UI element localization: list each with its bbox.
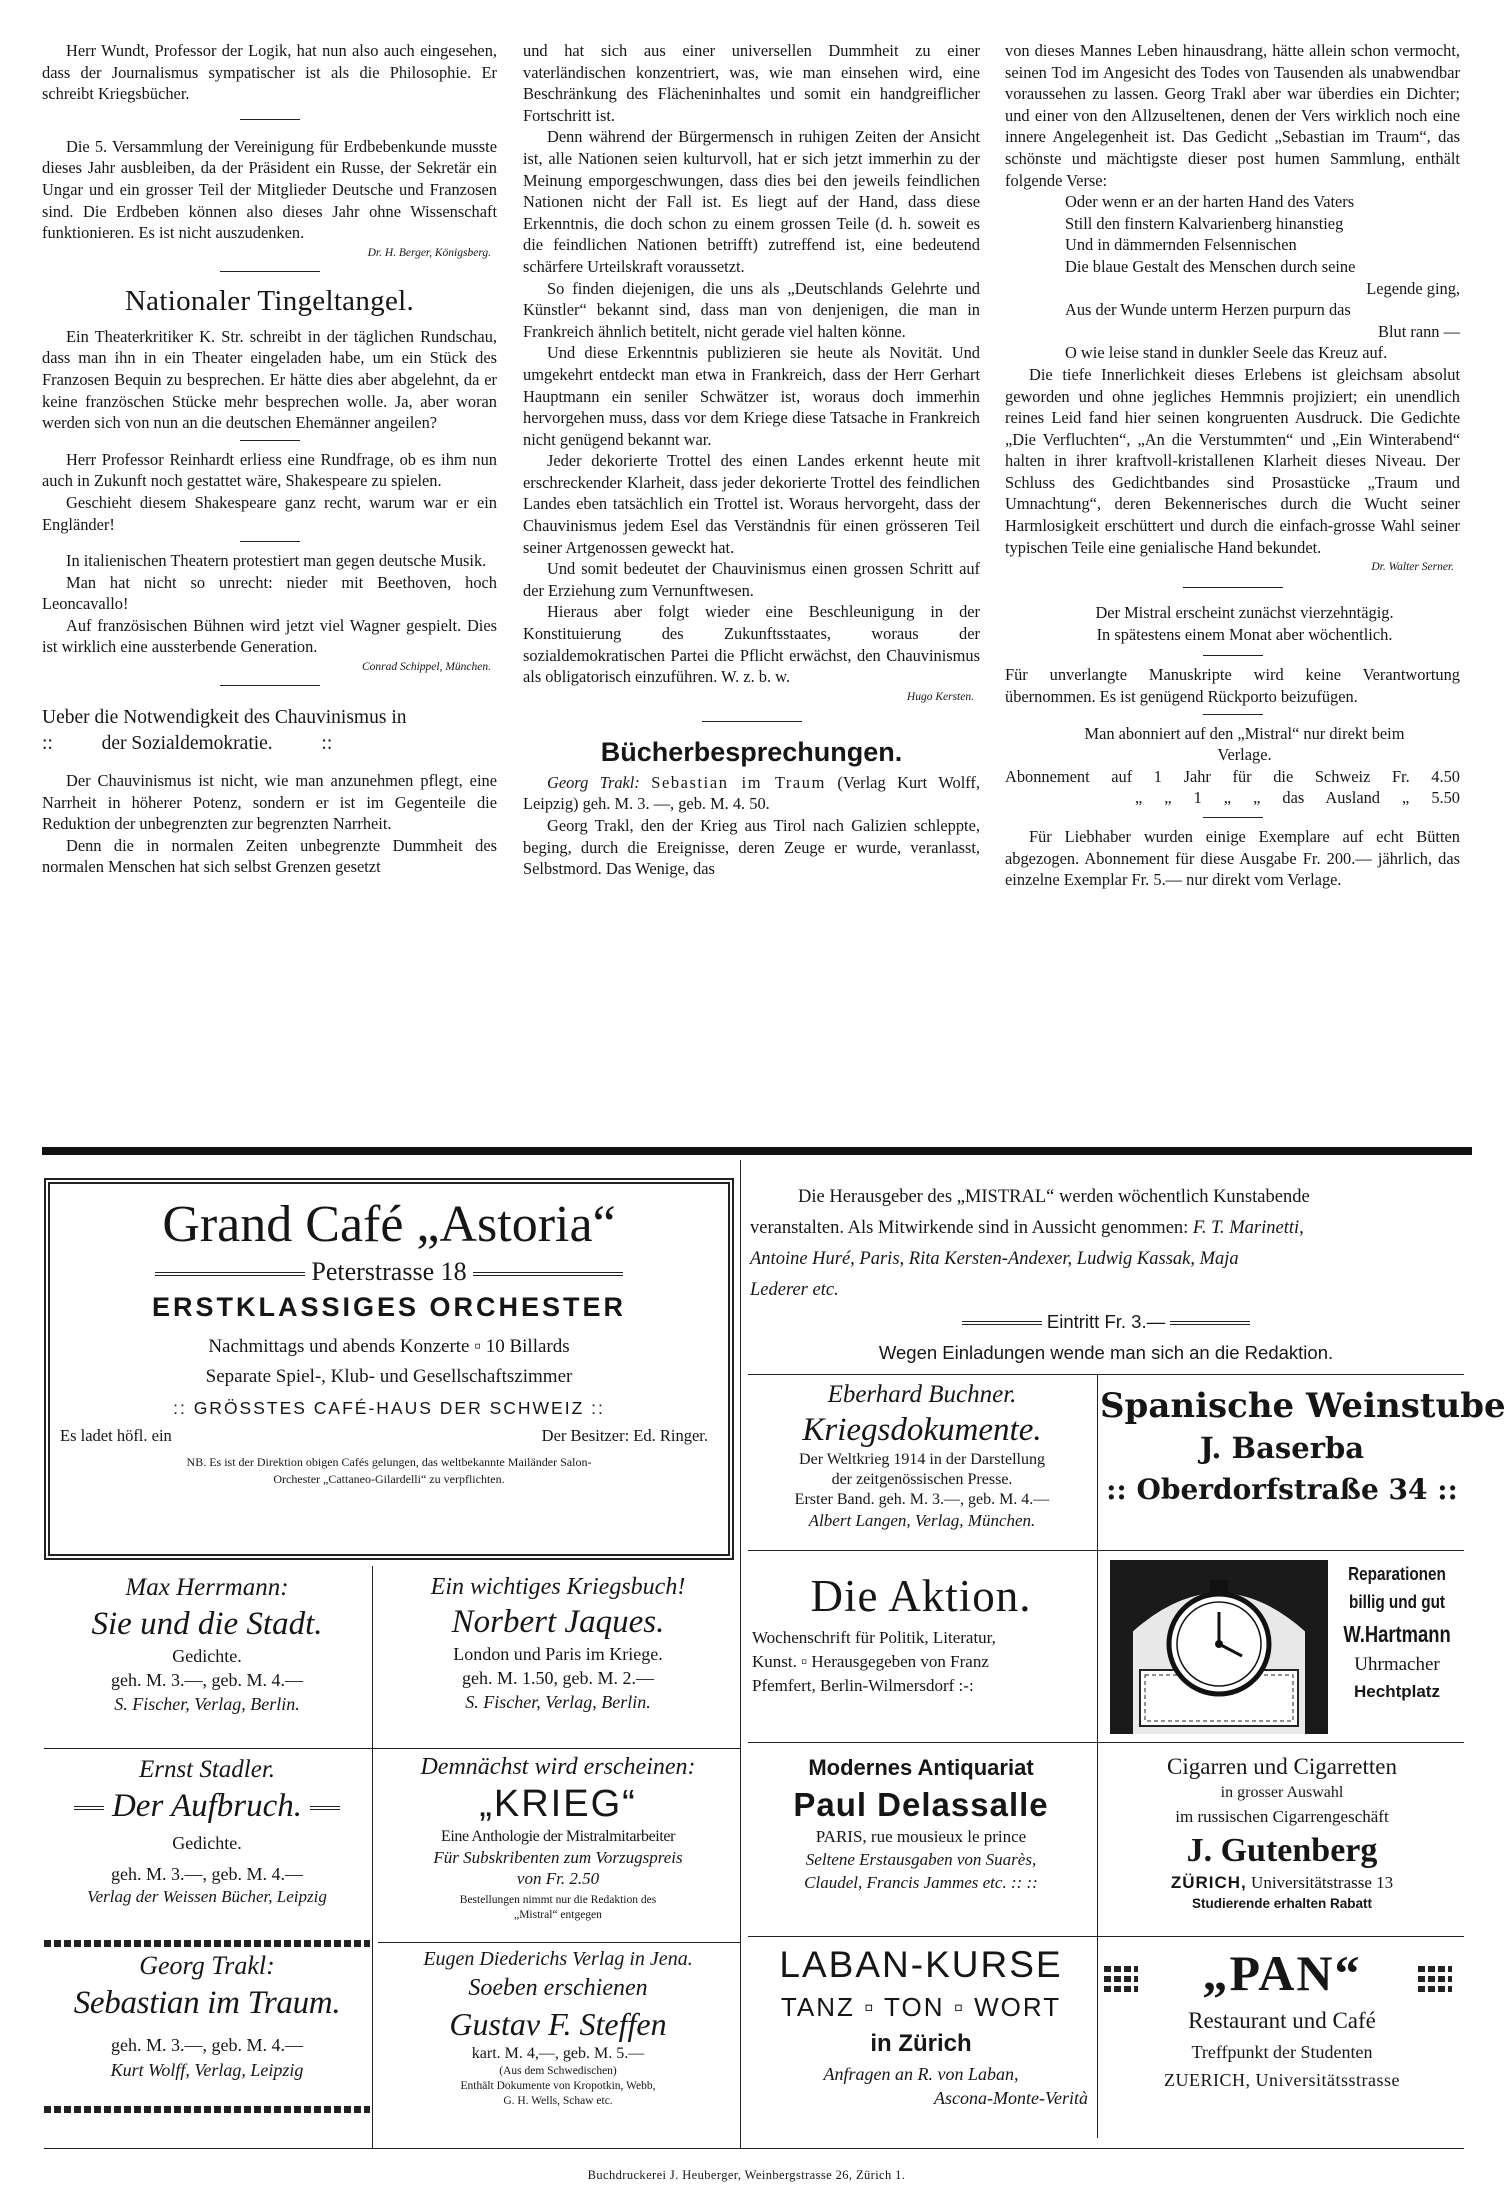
krieg-line-6: „Mistral“ entgegen	[514, 1909, 602, 1921]
verse-7: Blut rann —	[1378, 321, 1460, 341]
kunstabende-line-1: Die Herausgeber des „MISTRAL“ werden wöchentlich Kunstabende	[798, 1187, 1310, 1207]
krieg-line-5: Bestellungen nimmt nur die Redaktion des	[459, 1894, 657, 1906]
hartmann-line-5: Hechtplatz	[1354, 1682, 1440, 1701]
hartmann-line-1: Reparationen	[1348, 1564, 1446, 1584]
buchner-line-4: Albert Langen, Verlag, München.	[808, 1511, 1036, 1530]
aktion-line-1: Wochenschrift für Politik, Literatur,	[752, 1628, 996, 1647]
jaques-line-4: S. Fischer, Verlag, Berlin.	[465, 1692, 651, 1712]
steffen-line-3: kart. M. 4,—, geb. M. 5.—	[471, 2045, 645, 2062]
astoria-line-1: Nachmittags und abends Konzerte ▫ 10 Billards	[208, 1336, 570, 1357]
decorative-border	[1104, 1976, 1138, 1982]
heading-chauvinismus-1: Ueber die Notwendigkeit des Chauvinismus in	[42, 707, 407, 729]
trakl-title: Sebastian im Traum	[651, 772, 826, 792]
gutenberg-title: J. Gutenberg	[1186, 1832, 1378, 1869]
double-rule	[1170, 1321, 1250, 1325]
heading-buecherbesprechungen: Bücherbesprechungen.	[600, 736, 903, 767]
decorative-border	[1418, 1966, 1452, 1972]
ad-laban	[748, 1942, 1094, 2138]
astoria-line-4	[60, 1424, 718, 1448]
trakl-name: Georg Trakl:	[547, 772, 640, 792]
antiquariat-line-2: PARIS, rue mousieux le prince	[815, 1827, 1027, 1846]
verse-6: Aus der Wunde unterm Herzen purpurn das	[1065, 300, 1351, 320]
double-rule	[74, 1806, 104, 1810]
pan-line-3: ZUERICH, Universitätsstrasse	[1164, 2070, 1400, 2090]
antiquariat-line-1: Modernes Antiquariat	[808, 1755, 1034, 1780]
divider	[1203, 714, 1263, 715]
ad-krieg	[378, 1752, 738, 1936]
krieg-line-2: Eine Anthologie der Mistralmitarbeiter	[440, 1828, 676, 1845]
astoria-street-text: Peterstrasse 18	[311, 1257, 467, 1286]
stadler-title: Der Aufbruch.	[111, 1788, 303, 1824]
kunstabende-line-2	[750, 1213, 1462, 1244]
jaques-author: Norbert Jaques.	[451, 1604, 665, 1640]
astoria-line-3: :: GRÖSSTES CAFÉ-HAUS DER SCHWEIZ ::	[173, 1398, 605, 1418]
double-rule	[155, 1272, 305, 1276]
antiquariat-line-4: Claudel, Francis Jammes etc. :: ::	[804, 1873, 1038, 1892]
col3-paragraph-1: von dieses Mannes Leben hinausdrang, hätte allein schon vermocht, seinen Tod im Angesicht des Todes von Tausenden als unabwendbar voraussehen zu lassen. Georg Trakl aber war überdies ein Dichter; und einer von den Allzuseltenen, denen der Vers wirklich noch eine innere Angelegenheit ist. Das Gedicht „Sebastian im Traum“, das schönste und mächtigste dieser post humen Sammlung, enthält folgende Verse:	[1005, 41, 1460, 190]
decorative-border	[1104, 1966, 1138, 1972]
col2-paragraph-2: Denn während der Bürgermensch in ruhigen Zeiten der Ansicht ist, alle Nationen seien kulturvoll, hat er sich jetzt immerhin zu der Meinung emporgeschwungen, dass dies bei den jeweils feindlichen Nationen nicht der Fall ist. Es liegt auf der Hand, dass diese Erkenntnis, die doch schon zu einem grossen Teile (d. h. soweit es die feindlichen Nationen betrifft) zutreffend ist, eine bedeutend schärfere Urteilskraft voraussetzt.	[523, 127, 980, 276]
ad-buchner	[748, 1380, 1096, 1540]
trakl-review-body: Georg Trakl, den der Krieg aus Tirol nach Galizien schleppte, beging, durch die Ereignisse, deren Zeuge er wurde, veranlasst, Selbstmord. Das Wenige, das	[523, 816, 980, 879]
ad-hartmann	[1330, 1560, 1464, 1736]
notice-abonniert: Man abonniert auf den „Mistral“ nur direkt beim	[1084, 723, 1405, 743]
astoria-line-5: NB. Es ist der Direktion obigen Cafés gelungen, das weltbekannte Mailänder Salon-	[186, 1455, 592, 1469]
kunstabende-line-6: Wegen Einladungen wende man sich an die Redaktion.	[878, 1342, 1334, 1363]
grid-line	[1097, 1374, 1098, 2138]
jaques-line-3: geh. M. 1.50, geb. M. 2.—	[462, 1668, 654, 1688]
divider	[220, 271, 320, 272]
decorative-border	[1418, 1986, 1452, 1992]
buchner-line-1: Der Weltkrieg 1914 in der Darstellung	[799, 1451, 1045, 1468]
heading-tingeltangel: Nationaler Tingeltangel.	[124, 284, 415, 317]
steffen-title: Gustav F. Steffen	[449, 2006, 667, 2042]
buchner-author: Eberhard Buchner.	[827, 1381, 1017, 1408]
notice-manuskripte: Für unverlangte Manuskripte wird keine Verantwortung übernommen. Es ist genügend Rückporto beizufügen.	[1005, 665, 1460, 707]
aktion-line-3: Pfemfert, Berlin-Wilmersdorf :-:	[752, 1676, 974, 1695]
krieg-line-1: Demnächst wird erscheinen:	[420, 1754, 696, 1780]
aktion-title: Die Aktion.	[810, 1571, 1032, 1621]
stadler-title-row	[44, 1786, 370, 1826]
trakl-author: Georg Trakl:	[139, 1951, 275, 1980]
double-rule	[473, 1272, 623, 1276]
ad-herrmann	[44, 1572, 370, 1742]
divider	[702, 721, 802, 722]
verse-3: Und in dämmernden Felsennischen	[1065, 235, 1297, 255]
gutenberg-street: Universitätstrasse 13	[1251, 1873, 1394, 1892]
theaterkritiker-paragraph: Ein Theaterkritiker K. Str. schreibt in der täglichen Rundschau, dass man ihn in ein Theater eingeladen habe, um ein Stück des Franzosen Bequin zu besprechen. Er hätte dies aber abgelehnt, da er keine französchen Stücke mehr besprechen wolle. Ja, aber woran werden sich von nun an die deutschen Ehemänner angeilen?	[42, 326, 497, 433]
col2-paragraph-1: und hat sich aus einer universellen Dummheit zu einer vaterländischen konzentriert, was, wie man einsehen wird, eine Beschränkung des Flächeninhaltes und somit ein handgreiflicher Fortschritt ist.	[523, 41, 980, 125]
stadler-line-2: geh. M. 3.—, geb. M. 4.—	[111, 1864, 303, 1884]
herrmann-author: Max Herrmann:	[125, 1574, 289, 1601]
astoria-invite: Es ladet höfl. ein	[60, 1426, 172, 1445]
gutenberg-line-5: Studierende erhalten Rabatt	[1191, 1896, 1373, 1911]
steffen-line-5: Enthält Dokumente von Kropotkin, Webb,	[460, 2080, 656, 2092]
kunstabende-line-2a: veranstalten. Als Mitwirkende sind in Aussicht genommen:	[750, 1218, 1189, 1238]
kunstabende-line-3: Antoine Huré, Paris, Rita Kersten-Andexer, Ludwig Kassak, Maja	[750, 1249, 1239, 1269]
shakespeare-paragraph: Geschieht diesem Shakespeare ganz recht, warum war er ein Engländer!	[42, 492, 497, 534]
notice-liebhaber: Für Liebhaber wurden einige Exemplare auf echt Bütten abgezogen. Abonnement für diese Ausgabe Fr. 200.— jährlich, das einzelne Exemplar Fr. 5.— nur direkt vom Verlage.	[1005, 827, 1460, 890]
double-rule	[962, 1321, 1042, 1325]
trakl-line-2: Kurt Wolff, Verlag, Leipzig	[110, 2060, 304, 2080]
grid-line	[748, 1550, 1464, 1551]
col3-paragraph-2: Die tiefe Innerlichkeit dieses Erlebens ist gleichsam absolut geworden und ohne jegliches Hemmnis projiziert; ein unendlich reines Leid fand hier seinen kongruenten Ausdruck. Die Gedichte „Die Verfluchten“, „An die Verstummten“ und „Ein Winterabend“ halten in ihrer kraftvoll-kristallenen Klarheit dieses Niveau. Der Schluss des Gedichtbandes sind Prosastücke „Traum und Umnachtung“, deren Bekennerisches durch die Wucht seiner Harmlosigkeit erschüttert und durch die einfach-grosse Wahl seiner typischen Teile eine genialische Hand bekundet.	[1005, 364, 1460, 557]
herrmann-title: Sie und die Stadt.	[91, 1606, 323, 1642]
herrmann-line-1: Gedichte.	[172, 1646, 242, 1666]
ad-weinstube	[1100, 1380, 1506, 1530]
grid-line	[748, 1374, 1464, 1375]
signature-berger: Dr. H. Berger, Königsberg.	[367, 246, 491, 259]
ad-jaques	[378, 1572, 738, 1742]
wundt-paragraph: Herr Wundt, Professor der Logik, hat nun also auch eingesehen, dass der Journalismus sympatischer ist als die Philosophie. Er schreibt Kriegsbücher.	[42, 41, 497, 104]
verse-4: Die blaue Gestalt des Menschen durch seine	[1065, 256, 1356, 276]
weinstube-title: Spanische Weinstube	[1100, 1386, 1506, 1426]
weinstube-name: J. Baserba	[1199, 1431, 1365, 1465]
astoria-owner: Der Besitzer: Ed. Ringer.	[541, 1426, 708, 1445]
verse-2: Still den finstern Kalvarienberg hinanstieg	[1065, 213, 1344, 233]
steffen-line-6: G. H. Wells, Schaw etc.	[503, 2095, 613, 2107]
column-3	[1005, 40, 1460, 891]
clock-illustration	[1110, 1560, 1328, 1734]
decorative-border	[1104, 1986, 1138, 1992]
stadler-author: Ernst Stadler.	[138, 1756, 276, 1783]
buchner-title: Kriegsdokumente.	[802, 1412, 1042, 1448]
trakl-line-1: geh. M. 3.—, geb. M. 4.—	[111, 2035, 303, 2055]
divider	[1183, 587, 1283, 588]
astoria-title: Grand Café „Astoria“	[162, 1196, 616, 1253]
reinhardt-paragraph: Herr Professor Reinhardt erliess eine Rundfrage, ob es ihm nun auch in Zukunft noch gestattet wäre, Shakespeare zu spielen.	[42, 449, 497, 491]
column-2	[523, 40, 980, 880]
astoria-line-6: Orchester „Cattaneo-Gilardelli“ zu verpflichten.	[273, 1472, 505, 1486]
aktion-line-2: Kunst. ▫ Herausgegeben von Franz	[752, 1652, 989, 1671]
grid-line	[378, 1942, 740, 1943]
gutenberg-line-2: in grosser Auswahl	[1220, 1784, 1344, 1801]
stadler-line-1: Gedichte.	[172, 1833, 242, 1853]
notice-erscheint: Der Mistral erscheint zunächst vierzehntägig.	[1095, 603, 1394, 623]
clock-icon	[1110, 1560, 1328, 1734]
divider	[1203, 817, 1263, 818]
jaques-line-1: Ein wichtiges Kriegsbuch!	[430, 1574, 686, 1600]
decorative-border	[44, 1940, 370, 1947]
grid-line	[372, 1566, 373, 2148]
hartmann-line-4: Uhrmacher	[1354, 1654, 1440, 1675]
hartmann-line-2: billig und gut	[1348, 1592, 1446, 1612]
ad-stadler	[44, 1754, 370, 1924]
grid-line	[44, 2148, 1464, 2149]
stadler-line-3: Verlag der Weissen Bücher, Leipzig	[87, 1887, 327, 1906]
trakl-ad-title: Sebastian im Traum.	[73, 1985, 341, 2021]
pan-line-2: Treffpunkt der Studenten	[1191, 2042, 1373, 2062]
verse-5: Legende ging,	[1366, 278, 1460, 298]
erdbeben-paragraph: Die 5. Versammlung der Vereinigung für Erdbebenkunde musste dieses Jahr ausbleiben, da der Präsident ein Russe, der Sekretär ein Ungar und ein grosser Teil der Mitglieder Deutsche und Franzosen sind. Die Erdbeben können also dieses Jahr ohne Wissenschaft funktionieren. Es ist nicht auszudenken.	[42, 136, 497, 243]
astoria-orchestra: ERSTKLASSIGES ORCHESTER	[151, 1292, 627, 1322]
krieg-line-3: Für Subskribenten zum Vorzugspreis	[433, 1848, 683, 1867]
decorative-border	[44, 2106, 370, 2113]
chauvinismus-paragraph-2: Denn die in normalen Zeiten unbegrenzte Dummheit des normalen Menschen hat sich selbst Grenzen gesetzt	[42, 835, 497, 877]
herrmann-line-3: S. Fischer, Verlag, Berlin.	[114, 1694, 300, 1714]
verse-1: Oder wenn er an der harten Hand des Vaters	[1065, 192, 1355, 212]
heading-chauvinismus-2: :: der Sozialdemokratie. ::	[42, 733, 333, 755]
grid-line	[748, 1936, 1464, 1937]
decorative-border	[1418, 1976, 1452, 1982]
divider	[240, 440, 300, 441]
laban-line-3: Anfragen an R. von Laban,	[823, 2064, 1019, 2084]
antiquariat-title: Paul Delassalle	[793, 1786, 1049, 1823]
double-rule	[310, 1806, 340, 1810]
hartmann-line-3: W.Hartmann	[1343, 1621, 1451, 1647]
krieg-title: „KRIEG“	[479, 1783, 637, 1825]
ad-astoria	[44, 1178, 734, 1560]
ad-kunstabende	[750, 1182, 1462, 1370]
ad-trakl	[44, 1950, 370, 2104]
kunstabende-eintritt: Eintritt Fr. 3.—	[1046, 1311, 1166, 1332]
col2-paragraph-5: Jeder dekorierte Trottel des einen Landes erkennt heute mit erschreckender Klarheit, dass jeder dekorierte Trottel des feindlichen Landes eben tatsächlich ein Trottel ist. Woraus hervorgeht, dass der Chauvinismus jedem Esel das Verständnis für einen grösseren Teil seiner Artgenossen geweckt hat.	[523, 451, 980, 557]
verse-8: O wie leise stand in dunkler Seele das Kreuz auf.	[1065, 343, 1388, 363]
abo-ausland: „ „ 1 „ „ das Ausland „ 5.50	[1135, 788, 1460, 808]
steffen-line-2: Soeben erschienen	[468, 1975, 648, 2001]
grid-line	[44, 1748, 740, 1749]
ad-aktion	[748, 1566, 1094, 1734]
astoria-street	[60, 1256, 718, 1288]
column-1	[42, 40, 497, 878]
laban-title: LABAN-KURSE	[779, 1944, 1063, 1985]
divider	[220, 685, 320, 686]
kunstabende-line-2b: F. T. Marinetti,	[1192, 1218, 1304, 1238]
notice-verlage: Verlage.	[1217, 745, 1272, 765]
gutenberg-line-4	[1100, 1872, 1464, 1894]
wagner-paragraph: Auf französischen Bühnen wird jetzt viel Wagner gespielt. Dies ist wirklich eine aussterbende Generation.	[42, 615, 497, 657]
chauvinismus-paragraph-1: Der Chauvinismus ist nicht, wie man anzunehmen pflegt, eine Narrheit in höherer Potenz, sondern er ist im Gegenteile die Reduktion der unbegrenzten zur begrenzten Narrheit.	[42, 771, 497, 834]
notice-woechentlich: In spätestens einem Monat aber wöchentlich.	[1096, 624, 1393, 644]
col2-paragraph-7: Hieraus aber folgt wieder eine Beschleunigung in der Konstituierung des Zukunftsstaates, woraus der sozialdemokratischen Partei die Pflicht erwächst, den Chauvinismus als obligatorisch einzuführen. W. z. b. w.	[523, 602, 980, 687]
trakl-publisher: (Verlag Kurt Wolff, Leipzig) geh. M. 3. —, geb. M. 4. 50.	[523, 772, 980, 814]
col2-paragraph-3: So finden diejenigen, die uns als „Deutschlands Gelehrte und Künstler“ bekannt sind, dass man von denjenigen, die man in Frankreich ähnlich betitelt, nicht gerade viel halten könne.	[523, 278, 980, 341]
krieg-line-4: von Fr. 2.50	[516, 1869, 600, 1888]
kunstabende-line-5	[750, 1306, 1462, 1337]
italien-paragraph: In italienischen Theatern protestiert man gegen deutsche Musik.	[66, 551, 487, 571]
kunstabende-line-4: Lederer etc.	[750, 1280, 839, 1300]
astoria-line-2: Separate Spiel-, Klub- und Gesellschaftszimmer	[205, 1366, 573, 1387]
abo-schweiz: Abonnement auf 1 Jahr für die Schweiz Fr. 4.50	[1005, 766, 1460, 786]
laban-line-4: Ascona-Monte-Verità	[934, 2088, 1088, 2108]
col2-paragraph-6: Und somit bedeutet der Chauvinismus einen grossen Schritt auf der Erziehung zum Vernunftwesen.	[523, 559, 980, 600]
buchner-line-3: Erster Band. geh. M. 3.—, geb. M. 4.—	[794, 1491, 1050, 1508]
laban-line-2: in Zürich	[870, 2030, 972, 2057]
beethoven-paragraph: Man hat nicht so unrecht: nieder mit Beethoven, hoch Leoncavallo!	[42, 572, 497, 614]
signature-serner: Dr. Walter Serner.	[1371, 561, 1454, 574]
ad-antiquariat	[748, 1752, 1094, 1930]
antiquariat-line-3: Seltene Erstausgaben von Suarès,	[805, 1850, 1037, 1869]
ad-gutenberg	[1100, 1752, 1464, 1934]
gutenberg-line-3: im russischen Cigarrengeschäft	[1175, 1807, 1389, 1826]
ad-steffen	[378, 1946, 738, 2116]
signature-kersten: Hugo Kersten.	[906, 690, 974, 703]
jaques-line-2: London und Paris im Kriege.	[453, 1644, 663, 1664]
trakl-review-intro	[523, 772, 980, 815]
herrmann-line-2: geh. M. 3.—, geb. M. 4.—	[111, 1670, 303, 1690]
laban-line-1: TANZ ▫ TON ▫ WORT	[780, 1992, 1062, 2022]
signature-schippel: Conrad Schippel, München.	[361, 661, 491, 674]
pan-line-1: Restaurant und Café	[1188, 2008, 1376, 2033]
section-divider	[42, 1147, 1472, 1155]
steffen-line-4: (Aus dem Schwedischen)	[499, 2065, 617, 2077]
grid-line	[748, 1742, 1464, 1743]
gutenberg-city: ZÜRICH,	[1170, 1873, 1247, 1892]
divider	[1203, 655, 1263, 656]
divider	[240, 119, 300, 120]
buchner-line-2: der zeitgenössischen Presse.	[831, 1471, 1013, 1488]
col2-paragraph-4: Und diese Erkenntnis publizieren sie heute als Novität. Und umgekehrt entdeckt man etwa in Frankreich, dass der Herr Gerhart Hauptmann ein seniler Schwätzer ist, woraus doch immerhin hervorgehen muss, dass vor dem Kriege diese Tatsache in Frankreich nicht genügend bekannt war.	[523, 343, 980, 449]
weinstube-street: :: Oberdorfstraße 34 ::	[1106, 1473, 1458, 1506]
gutenberg-line-1: Cigarren und Cigarretten	[1167, 1754, 1397, 1779]
ad-pan	[1100, 1942, 1464, 2132]
grid-line	[740, 1160, 741, 2148]
printer-footer: Buchdruckerei J. Heuberger, Weinbergstrasse 26, Zürich 1.	[587, 2168, 906, 2182]
steffen-line-1: Eugen Diederichs Verlag in Jena.	[423, 1948, 693, 1970]
pan-title: „PAN“	[1202, 1945, 1362, 2001]
divider	[240, 541, 300, 542]
